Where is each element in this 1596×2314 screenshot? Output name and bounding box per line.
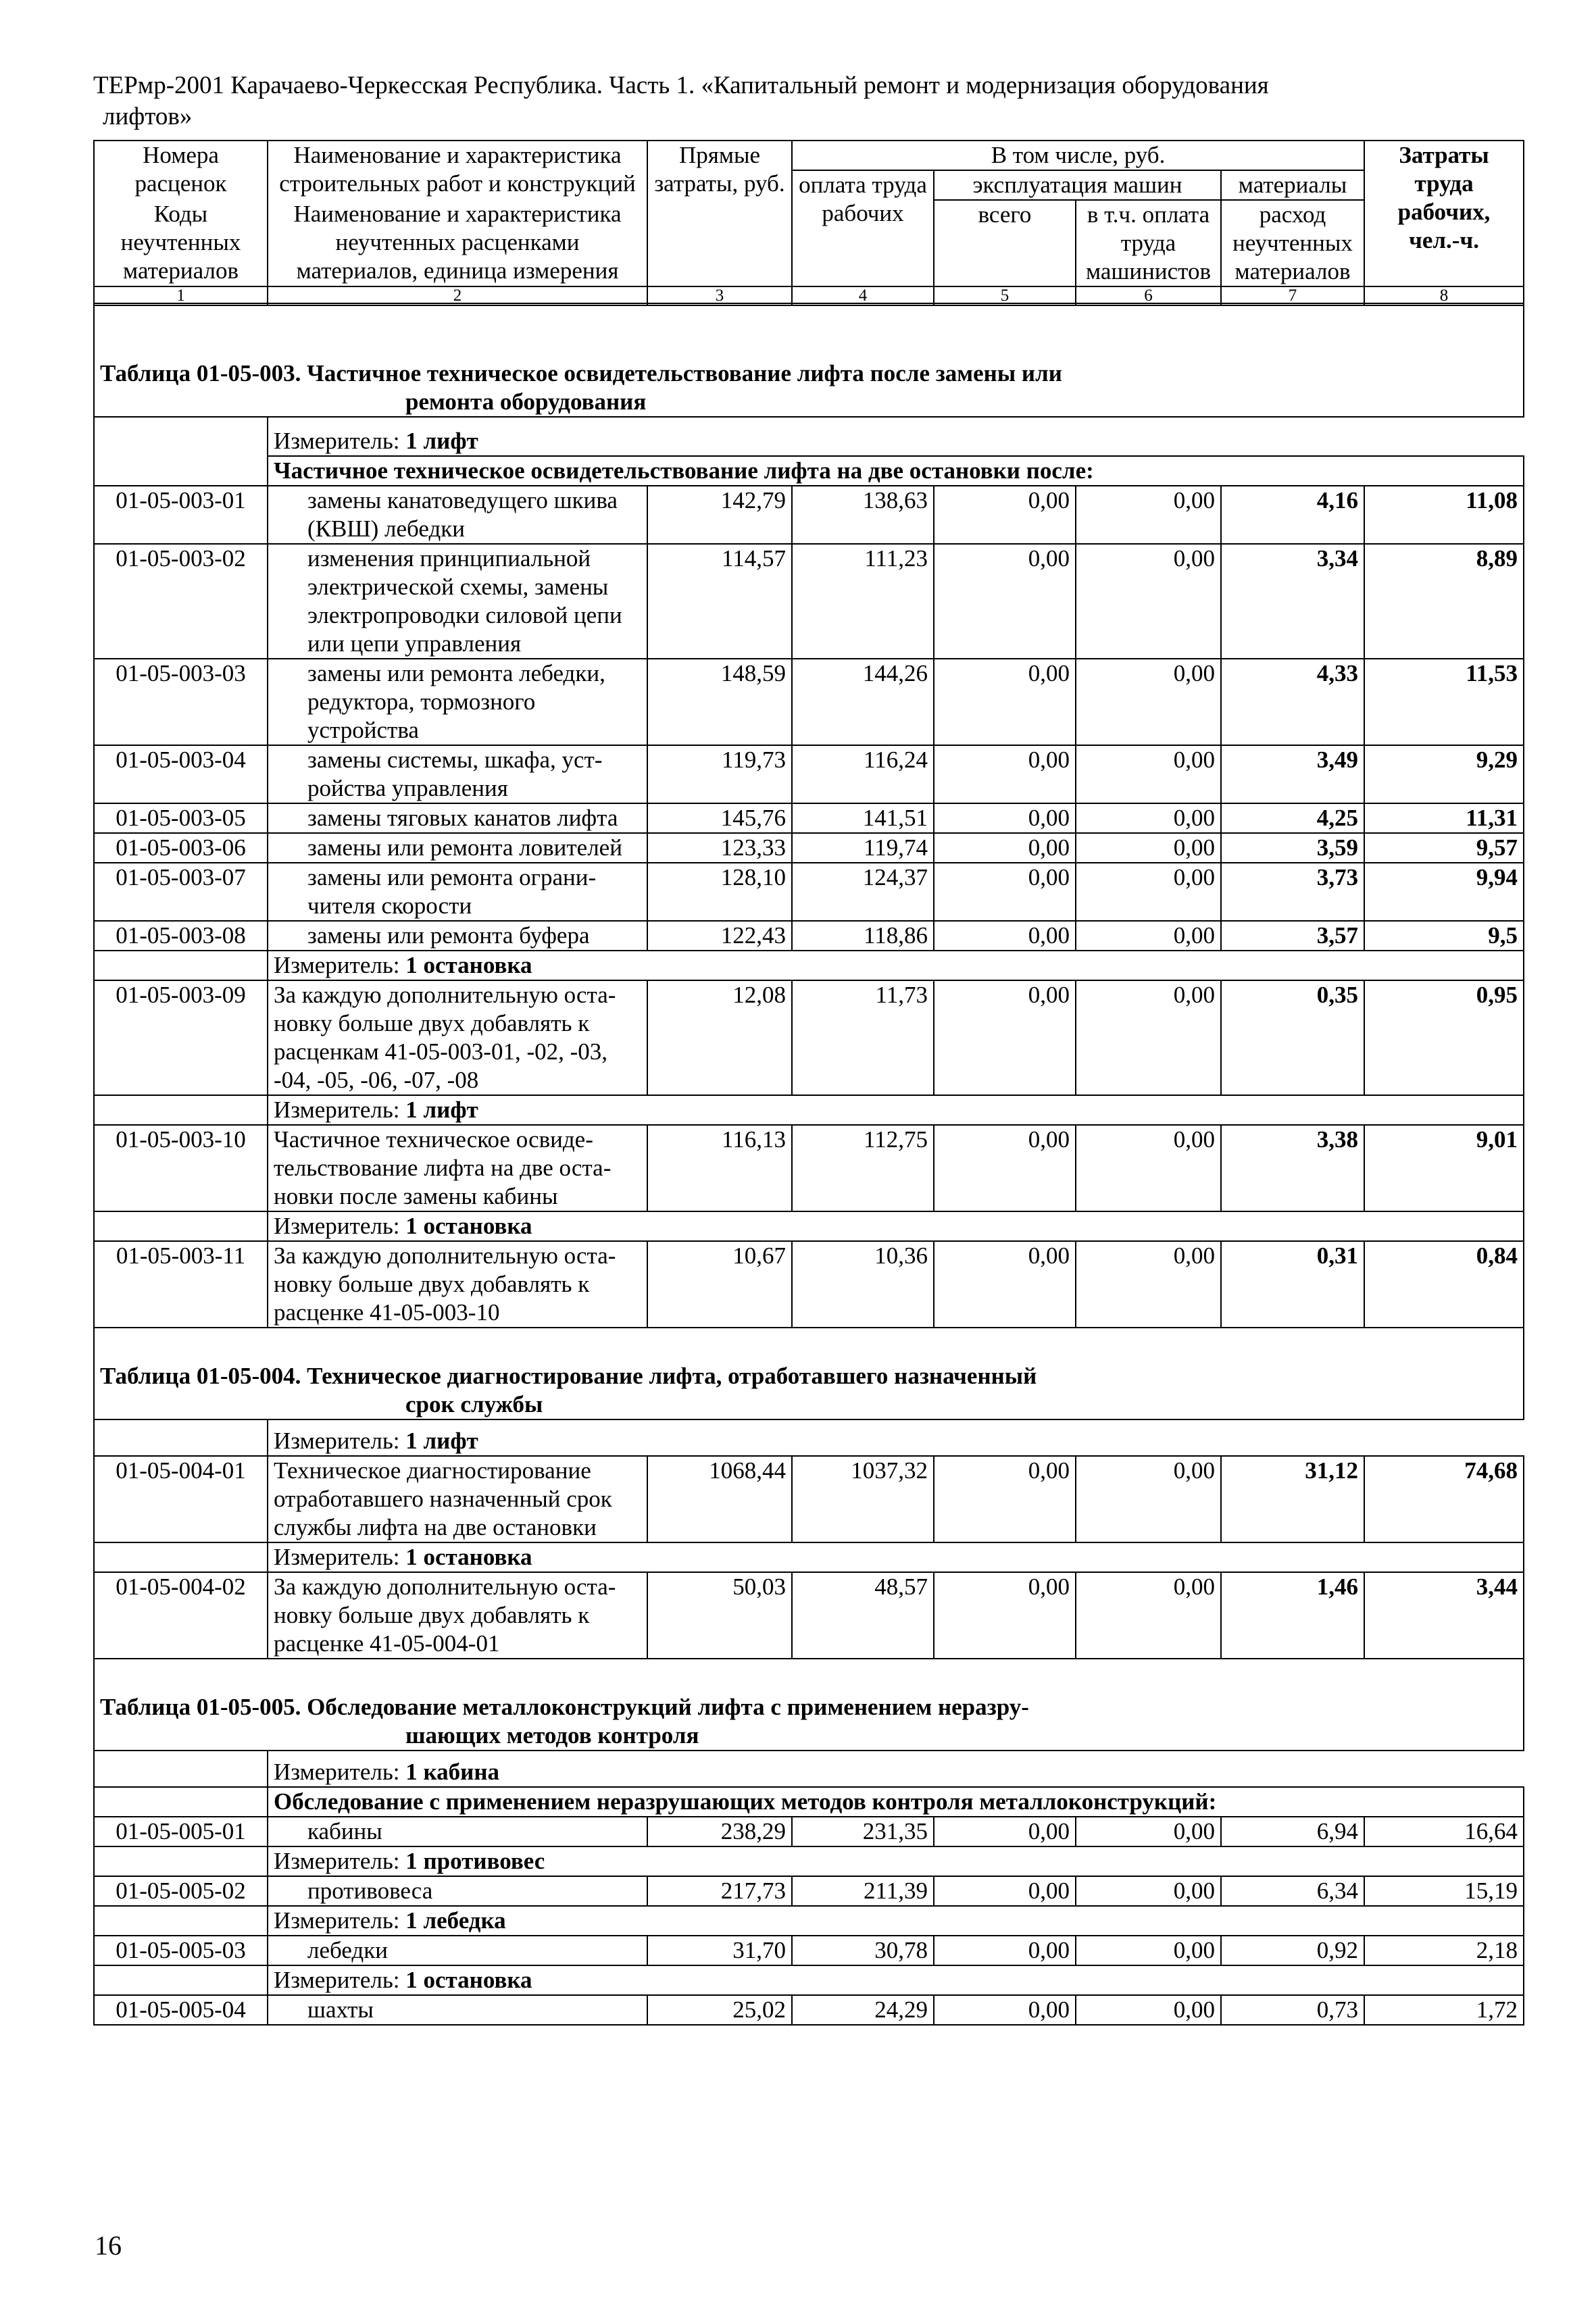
col-head-labor-hours: Затраты труда рабочих, чел.-ч. <box>1364 141 1524 286</box>
worker-pay: 211,39 <box>792 1876 934 1906</box>
work-name: шахты <box>268 1995 647 2025</box>
text-fragment: 1 остановка <box>405 1213 532 1239</box>
table-004-title-line2: срок службы <box>405 1391 543 1417</box>
work-name: замены или ремонта ловителей <box>268 833 647 863</box>
material-usage: 0,73 <box>1221 1995 1364 2025</box>
operator-pay: 0,00 <box>1076 1876 1221 1906</box>
direct-costs: 50,03 <box>647 1572 792 1659</box>
direct-costs: 123,33 <box>647 833 792 863</box>
material-usage: 4,33 <box>1221 659 1364 745</box>
col-head-material-codes: Коды неучтенных материалов <box>94 200 268 286</box>
table-row <box>94 863 1524 921</box>
operator-pay: 0,00 <box>1076 745 1221 803</box>
worker-pay: 111,23 <box>792 544 934 659</box>
direct-costs: 25,02 <box>647 1995 792 2025</box>
text-fragment: 1 противовес <box>405 1848 545 1874</box>
labor-hours: 9,5 <box>1364 921 1524 951</box>
direct-costs: 122,43 <box>647 921 792 951</box>
labor-hours: 9,01 <box>1364 1125 1524 1211</box>
machines-total: 0,00 <box>934 1456 1076 1542</box>
column-header-table <box>93 140 1524 306</box>
operator-pay: 0,00 <box>1076 921 1221 951</box>
text-fragment: Измеритель: <box>274 1848 406 1874</box>
table-row <box>94 1817 1524 1846</box>
text-fragment: 1 лифт <box>405 428 478 454</box>
table-row <box>94 1876 1524 1906</box>
table-row <box>94 1241 1524 1328</box>
material-usage: 0,92 <box>1221 1936 1364 1965</box>
work-name: За каждую дополнительную оста-новку больше двух добавлять к расценке 41-05-004-01 <box>268 1572 647 1659</box>
measure-005-counterweight <box>268 1846 1524 1876</box>
empty-cell <box>94 1419 268 1456</box>
col-head-operator-pay: в т.ч. оплата труда машинистов <box>1076 200 1221 286</box>
operator-pay: 0,00 <box>1076 1456 1221 1542</box>
direct-costs: 142,79 <box>647 486 792 544</box>
work-name: противовеса <box>268 1876 647 1906</box>
machines-total: 0,00 <box>934 1876 1076 1906</box>
direct-costs: 145,76 <box>647 803 792 833</box>
text-fragment: Измеритель: <box>274 1759 406 1785</box>
machines-total: 0,00 <box>934 980 1076 1095</box>
machines-total: 0,00 <box>934 1241 1076 1328</box>
table-003-subheading: Частичное техническое освидетельствование лифта на две остановки после: <box>268 456 1524 486</box>
material-usage: 0,31 <box>1221 1241 1364 1328</box>
machines-total: 0,00 <box>934 1817 1076 1846</box>
table-row <box>94 486 1524 544</box>
rate-code: 01-05-005-04 <box>94 1995 268 2025</box>
operator-pay: 0,00 <box>1076 833 1221 863</box>
header-line-2: лифтов» <box>103 103 193 130</box>
material-usage: 3,49 <box>1221 745 1364 803</box>
rate-code: 01-05-004-02 <box>94 1572 268 1659</box>
col-num-3: 3 <box>647 286 792 305</box>
col-head-rate-numbers: Номера расценок <box>94 141 268 200</box>
text-fragment: Измеритель: <box>274 1428 406 1454</box>
text-fragment: Измеритель: <box>274 1907 406 1934</box>
worker-pay: 48,57 <box>792 1572 934 1659</box>
worker-pay: 116,24 <box>792 745 934 803</box>
labor-hours: 0,95 <box>1364 980 1524 1095</box>
text-fragment: 1 остановка <box>405 952 532 978</box>
direct-costs: 217,73 <box>647 1876 792 1906</box>
col-head-material-name: Наименование и характеристика неучтенных расценками материалов, единица измерения <box>268 200 647 286</box>
empty-cell <box>94 1211 268 1241</box>
worker-pay: 24,29 <box>792 1995 934 2025</box>
material-usage: 3,57 <box>1221 921 1364 951</box>
operator-pay: 0,00 <box>1076 544 1221 659</box>
labor-hours: 15,19 <box>1364 1876 1524 1906</box>
material-usage: 3,34 <box>1221 544 1364 659</box>
table-row <box>94 659 1524 745</box>
labor-hours: 0,84 <box>1364 1241 1524 1328</box>
material-usage: 3,38 <box>1221 1125 1364 1211</box>
rate-code: 01-05-004-01 <box>94 1456 268 1542</box>
machines-total: 0,00 <box>934 544 1076 659</box>
table-003-title <box>94 303 1524 417</box>
empty-cell <box>94 1846 268 1876</box>
col-head-including: В том числе, руб. <box>792 141 1364 170</box>
measure-1-lift-2 <box>268 1095 1524 1125</box>
operator-pay: 0,00 <box>1076 486 1221 544</box>
text-fragment: 1 кабина <box>405 1759 499 1785</box>
rate-code: 01-05-003-06 <box>94 833 268 863</box>
material-usage: 1,46 <box>1221 1572 1364 1659</box>
text-fragment: 1 лебедка <box>405 1907 506 1934</box>
col-head-worker-pay: оплата труда рабочих <box>792 170 934 286</box>
table-005-subheading: Обследование с применением неразрушающих методов контроля металлоконструкций: <box>268 1787 1524 1817</box>
work-name: замены системы, шкафа, уст-ройства управления <box>268 745 647 803</box>
worker-pay: 1037,32 <box>792 1456 934 1542</box>
worker-pay: 124,37 <box>792 863 934 921</box>
measure-004-stop <box>268 1542 1524 1572</box>
worker-pay: 30,78 <box>792 1936 934 1965</box>
measure-1-stop <box>268 951 1524 980</box>
operator-pay: 0,00 <box>1076 1125 1221 1211</box>
rate-code: 01-05-003-04 <box>94 745 268 803</box>
measure-1-stop-2 <box>268 1211 1524 1241</box>
material-usage: 6,34 <box>1221 1876 1364 1906</box>
page-number: 16 <box>95 2230 122 2261</box>
rate-code: 01-05-003-02 <box>94 544 268 659</box>
labor-hours: 9,29 <box>1364 745 1524 803</box>
empty-cell <box>94 1751 268 1787</box>
rate-code: 01-05-003-03 <box>94 659 268 745</box>
rates-table <box>93 303 1524 2026</box>
material-usage: 31,12 <box>1221 1456 1364 1542</box>
empty-cell <box>94 303 1524 417</box>
work-name: изменения принципиальной электрической схемы, замены электропроводки силовой цепи или цепи управления <box>268 544 647 659</box>
worker-pay: 118,86 <box>792 921 934 951</box>
material-usage: 6,94 <box>1221 1817 1364 1846</box>
work-name: замены или ремонта лебедки, редуктора, тормозного устройства <box>268 659 647 745</box>
rate-code: 01-05-003-10 <box>94 1125 268 1211</box>
measure-005-stop <box>268 1965 1524 1995</box>
direct-costs: 114,57 <box>647 544 792 659</box>
work-name: замены или ремонта буфера <box>268 921 647 951</box>
rate-code: 01-05-005-03 <box>94 1936 268 1965</box>
rate-code: 01-05-003-11 <box>94 1241 268 1328</box>
material-usage: 3,73 <box>1221 863 1364 921</box>
operator-pay: 0,00 <box>1076 1936 1221 1965</box>
worker-pay: 112,75 <box>792 1125 934 1211</box>
col-num-2: 2 <box>268 286 647 305</box>
material-usage: 0,35 <box>1221 980 1364 1095</box>
text-fragment: Измеритель: <box>274 1213 406 1239</box>
machines-total: 0,00 <box>934 833 1076 863</box>
page-header <box>93 70 1512 132</box>
text-fragment: Измеритель: <box>274 428 406 454</box>
measure-1-lift <box>268 417 1524 456</box>
table-row <box>94 544 1524 659</box>
table-003-title-line1: Таблица 01-05-003. Частичное техническое освидетельствование лифта после замены или <box>100 360 1062 386</box>
table-003-title-line2: ремонта оборудования <box>405 388 647 415</box>
worker-pay: 138,63 <box>792 486 934 544</box>
work-name: За каждую дополнительную оста-новку больше двух добавлять к расценке 41-05-003-10 <box>268 1241 647 1328</box>
direct-costs: 238,29 <box>647 1817 792 1846</box>
rate-code: 01-05-003-05 <box>94 803 268 833</box>
direct-costs: 148,59 <box>647 659 792 745</box>
rate-code: 01-05-003-01 <box>94 486 268 544</box>
table-004-title <box>94 1328 1524 1419</box>
work-name: кабины <box>268 1817 647 1846</box>
measure-005-cabin <box>268 1751 1524 1787</box>
machines-total: 0,00 <box>934 921 1076 951</box>
operator-pay: 0,00 <box>1076 863 1221 921</box>
empty-cell <box>94 1095 268 1125</box>
operator-pay: 0,00 <box>1076 1995 1221 2025</box>
labor-hours: 11,31 <box>1364 803 1524 833</box>
text-fragment: Измеритель: <box>274 1967 406 1993</box>
text-fragment: 1 остановка <box>405 1967 532 1993</box>
col-num-4: 4 <box>792 286 934 305</box>
operator-pay: 0,00 <box>1076 803 1221 833</box>
empty-cell <box>94 417 268 456</box>
col-head-materials: материалы <box>1221 170 1364 200</box>
labor-hours: 16,64 <box>1364 1817 1524 1846</box>
text-fragment: Измеритель: <box>274 952 406 978</box>
operator-pay: 0,00 <box>1076 1817 1221 1846</box>
table-row <box>94 1125 1524 1211</box>
table-row <box>94 1936 1524 1965</box>
empty-cell <box>94 1906 268 1936</box>
empty-cell <box>94 456 268 486</box>
machines-total: 0,00 <box>934 1125 1076 1211</box>
direct-costs: 1068,44 <box>647 1456 792 1542</box>
col-num-8: 8 <box>1364 286 1524 305</box>
labor-hours: 9,57 <box>1364 833 1524 863</box>
work-name: За каждую дополнительную оста-новку больше двух добавлять к расценкам 41-05-003-01, -02, -03, -04, -05, -06, -07, -08 <box>268 980 647 1095</box>
direct-costs: 10,67 <box>647 1241 792 1328</box>
table-004-title-line1: Таблица 01-05-004. Техническое диагностирование лифта, отработавшего назначенный <box>100 1363 1037 1389</box>
text-fragment: 1 лифт <box>405 1428 478 1454</box>
table-row <box>94 1572 1524 1659</box>
machines-total: 0,00 <box>934 745 1076 803</box>
text-fragment: Измеритель: <box>274 1097 406 1123</box>
machines-total: 0,00 <box>934 659 1076 745</box>
operator-pay: 0,00 <box>1076 659 1221 745</box>
labor-hours: 3,44 <box>1364 1572 1524 1659</box>
operator-pay: 0,00 <box>1076 980 1221 1095</box>
rate-code: 01-05-005-01 <box>94 1817 268 1846</box>
labor-hours: 11,53 <box>1364 659 1524 745</box>
direct-costs: 128,10 <box>647 863 792 921</box>
rate-code: 01-05-003-08 <box>94 921 268 951</box>
table-row <box>94 803 1524 833</box>
material-usage: 4,16 <box>1221 486 1364 544</box>
measure-004-lift <box>268 1419 1524 1456</box>
empty-cell <box>94 1542 268 1572</box>
worker-pay: 144,26 <box>792 659 934 745</box>
text-fragment: 1 лифт <box>405 1097 478 1123</box>
labor-hours: 2,18 <box>1364 1936 1524 1965</box>
measure-005-winch <box>268 1906 1524 1936</box>
empty-cell <box>94 1659 1524 1751</box>
col-head-direct-costs: Прямые затраты, руб. <box>647 141 792 286</box>
work-name: замены канатоведущего шкива (КВШ) лебедки <box>268 486 647 544</box>
direct-costs: 31,70 <box>647 1936 792 1965</box>
table-row <box>94 745 1524 803</box>
direct-costs: 12,08 <box>647 980 792 1095</box>
operator-pay: 0,00 <box>1076 1241 1221 1328</box>
labor-hours: 74,68 <box>1364 1456 1524 1542</box>
empty-cell <box>94 1328 1524 1419</box>
table-row <box>94 1456 1524 1542</box>
direct-costs: 119,73 <box>647 745 792 803</box>
table-row <box>94 1995 1524 2025</box>
text-fragment: Измеритель: <box>274 1544 406 1570</box>
work-name: замены или ремонта ограни-чителя скорости <box>268 863 647 921</box>
col-num-5: 5 <box>934 286 1076 305</box>
work-name: Частичное техническое освиде-тельствование лифта на две оста-новки после замены кабины <box>268 1125 647 1211</box>
empty-cell <box>94 1787 268 1817</box>
table-005-title-line2: шающих методов контроля <box>405 1722 699 1749</box>
col-num-6: 6 <box>1076 286 1221 305</box>
labor-hours: 11,08 <box>1364 486 1524 544</box>
table-row <box>94 833 1524 863</box>
labor-hours: 9,94 <box>1364 863 1524 921</box>
machines-total: 0,00 <box>934 803 1076 833</box>
machines-total: 0,00 <box>934 1572 1076 1659</box>
worker-pay: 231,35 <box>792 1817 934 1846</box>
rate-code: 01-05-005-02 <box>94 1876 268 1906</box>
work-name: Техническое диагностирование отработавшего назначенный срок службы лифта на две остановки <box>268 1456 647 1542</box>
header-line-1: ТЕРмр-2001 Карачаево-Черкесская Республика. Часть 1. «Капитальный ремонт и модернизация оборудования <box>93 72 1269 99</box>
labor-hours: 1,72 <box>1364 1995 1524 2025</box>
text-fragment: 1 остановка <box>405 1544 532 1570</box>
col-head-machines: эксплуатация машин <box>934 170 1221 200</box>
material-usage: 3,59 <box>1221 833 1364 863</box>
col-num-1: 1 <box>94 286 268 305</box>
machines-total: 0,00 <box>934 486 1076 544</box>
rate-code: 01-05-003-09 <box>94 980 268 1095</box>
labor-hours: 8,89 <box>1364 544 1524 659</box>
rate-code: 01-05-003-07 <box>94 863 268 921</box>
worker-pay: 141,51 <box>792 803 934 833</box>
direct-costs: 116,13 <box>647 1125 792 1211</box>
col-head-material-usage: расход неучтенных материалов <box>1221 200 1364 286</box>
machines-total: 0,00 <box>934 863 1076 921</box>
worker-pay: 10,36 <box>792 1241 934 1328</box>
work-name: замены тяговых канатов лифта <box>268 803 647 833</box>
table-row <box>94 980 1524 1095</box>
col-head-work-name: Наименование и характеристика строительных работ и конструкций <box>268 141 647 200</box>
worker-pay: 119,74 <box>792 833 934 863</box>
machines-total: 0,00 <box>934 1995 1076 2025</box>
operator-pay: 0,00 <box>1076 1572 1221 1659</box>
worker-pay: 11,73 <box>792 980 934 1095</box>
table-row <box>94 921 1524 951</box>
material-usage: 4,25 <box>1221 803 1364 833</box>
work-name: лебедки <box>268 1936 647 1965</box>
machines-total: 0,00 <box>934 1936 1076 1965</box>
table-005-title <box>94 1659 1524 1751</box>
empty-cell <box>94 1965 268 1995</box>
col-head-machines-total: всего <box>934 200 1076 286</box>
empty-cell <box>94 951 268 980</box>
col-num-7: 7 <box>1221 286 1364 305</box>
table-005-title-line1: Таблица 01-05-005. Обследование металлоконструкций лифта с применением неразру- <box>100 1694 1029 1720</box>
